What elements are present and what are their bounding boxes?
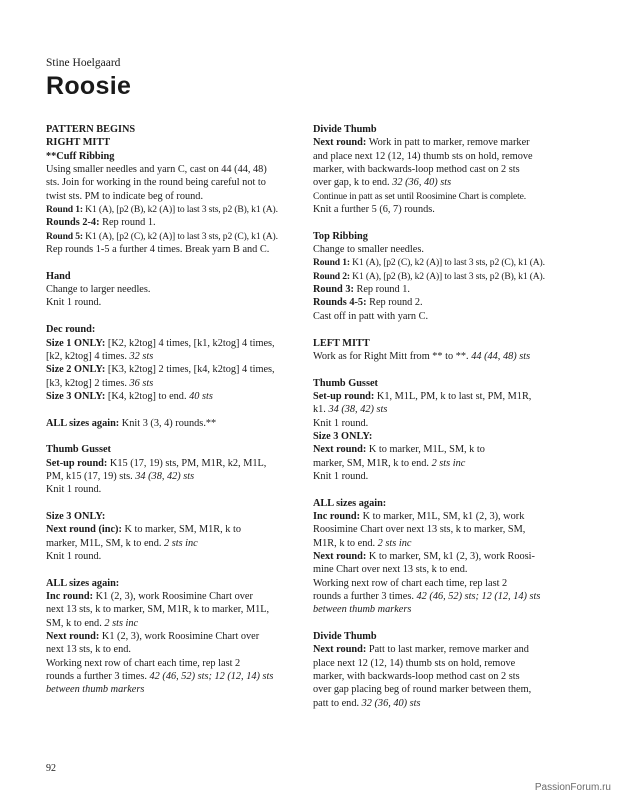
left-mitt-section: LEFT MITT Work as for Right Mitt from ** to **. 44 (44, 48) sts [313, 337, 531, 362]
thumb-gusset-heading: Thumb Gusset [46, 444, 111, 456]
all-sizes-knit: ALL sizes again: Knit 3 (3, 4) rounds.** [46, 417, 217, 429]
author-name: Stine Hoelgaard [46, 57, 121, 69]
page-number: 92 [46, 763, 56, 774]
dec-round-section: Dec round: Size 1 ONLY: [K2, k2tog] 4 times, [k1, k2tog] 4 times, [k2, k2tog] 4 times. 32 sts Size 2 ONLY: [K3, k2tog] 2 times, [k4, k2tog] 4 times, [k3, k2tog] 2 times. 36 sts Size 3 ONLY: [K4, k2tog] to end. 40 sts [46, 324, 275, 402]
round-1-line: Round 1: K1 (A), [p2 (B), k2 (A)] to last 3 sts, p2 (B), k1 (A). [46, 204, 278, 216]
size-3-only-section: Size 3 ONLY: Next round (inc): K to marker, SM, M1R, k to marker, M1L, SM, k to end. 2 sts inc Knit 1 round. [46, 510, 242, 562]
left-column [46, 123, 300, 710]
all-sizes-again-section: ALL sizes again: Inc round: K1 (2, 3), work Roosimine Chart over next 13 sts, k to marker, SM, M1R, k to marker, M1L, SM, k to end. 2 sts inc Next round: K1 (2, 3), work Roosimine Chart over next 13 sts, k to end. Working next row of chart each time, rep last 2 rounds a further 3 times. 42 (46, 52) sts; 12 (12, 14) sts between thumb markers [46, 577, 274, 696]
left-thumb-gusset-section: Thumb Gusset Set-up round: K1, M1L, PM, k to last st, PM, M1R, k1. 34 (38, 42) sts Knit 1 round. Size 3 ONLY: Next round: K to marker, M1L, SM, k to marker, SM, M1R, k to end. 2 sts inc Knit 1 round. [313, 377, 532, 482]
pattern-title: Roosie [46, 72, 132, 100]
round-5-line: Round 5: K1 (A), [p2 (C), k2 (A)] to last 3 sts, p2 (C), k1 (A). [46, 230, 278, 242]
cuff-repeat: Rep rounds 1-5 a further 4 times. Break yarn B and C. [46, 244, 270, 256]
cuff-text-3: twist sts. PM to indicate beg of round. [46, 190, 204, 202]
left-mitt-heading: LEFT MITT [313, 337, 370, 349]
left-all-sizes-section: ALL sizes again: Inc round: K to marker, M1L, SM, k1 (2, 3), work Roosimine Chart over next 13 sts, k to marker, SM, M1R, k to end. 2 sts inc Next round: K to marker, SM, k1 (2, 3), work Roosi- mine Chart over next 13 sts, k to end. Working next row of chart each time, rep last 2 rounds a further 3 times. 42 (46, 52) sts; 12 (12, 14) sts between thumb markers [313, 497, 541, 616]
divide-thumb-section: Divide Thumb Next round: Work in patt to marker, remove marker and place next 12 (12, 14) thumb sts on hold, remove marker, with backwards-loop method cast on 2 sts over gap, k to end. 32 (36, 40) sts Continue in patt as set until Roosimine Chart is complete. Knit a further 5 (6, 7) rounds. [313, 124, 533, 216]
right-mitt-heading: RIGHT MITT [46, 137, 111, 149]
hand-section: Hand Change to larger needles. Knit 1 round. [46, 270, 151, 309]
divide-thumb-heading: Divide Thumb [313, 124, 377, 135]
dec-round-heading: Dec round: [46, 324, 96, 336]
pattern-begins-heading: PATTERN BEGINS [46, 124, 136, 135]
cuff-section: PATTERN BEGINS RIGHT MITT **Cuff Ribbing Using smaller needles and yarn C, cast on 44 (44, 48) sts. Join for working in the round being careful not to twist sts. PM to indicate beg of round. Round 1: K1 (A), [p2 (B), k2 (A)] to last 3 sts, p2 (B), k1 (A). Rounds 2-4: Rep round 1. Round 5: K1 (A), [p2 (C), k2 (A)] to last 3 sts, p2 (C), k1 (A). Rep rounds 1-5 a further 4 times. Break yarn B and C. [46, 123, 300, 256]
top-ribbing-section: Top Ribbing Change to smaller needles. Round 1: K1 (A), [p2 (C), k2 (A)] to last 3 sts, p2 (C), k1 (A). Round 2: K1 (A), [p2 (B), k2 (A)] to last 3 sts, p2 (B), k1 (A). Round 3: Rep round 1. Rounds 4-5: Rep round 2. Cast off in patt with yarn C. [313, 230, 545, 322]
cuff-heading: **Cuff Ribbing [46, 150, 115, 162]
left-divide-thumb-section: Divide Thumb Next round: Patt to last marker, remove marker and place next 12 (12, 14) thumb sts on hold, remove marker, with backwards-loop method cast on 2 sts over gap placing beg of round marker between them, patt to end. 32 (36, 40) sts [313, 631, 532, 709]
rounds-2-4-label: Rounds 2-4: [46, 217, 100, 229]
thumb-gusset-section: Thumb Gusset Set-up round: K15 (17, 19) sts, PM, M1R, k2, M1L, PM, k15 (17, 19) sts. 34 (38, 42) sts Knit 1 round. [46, 444, 267, 496]
cuff-text-1: Using smaller needles and yarn C, cast on 44 (44, 48) [46, 164, 267, 176]
right-column [313, 123, 575, 723]
hand-heading: Hand [46, 270, 71, 282]
cuff-text-2: sts. Join for working in the round being careful not to [46, 177, 266, 189]
watermark: PassionForum.ru [534, 782, 611, 793]
top-ribbing-heading: Top Ribbing [313, 230, 368, 242]
